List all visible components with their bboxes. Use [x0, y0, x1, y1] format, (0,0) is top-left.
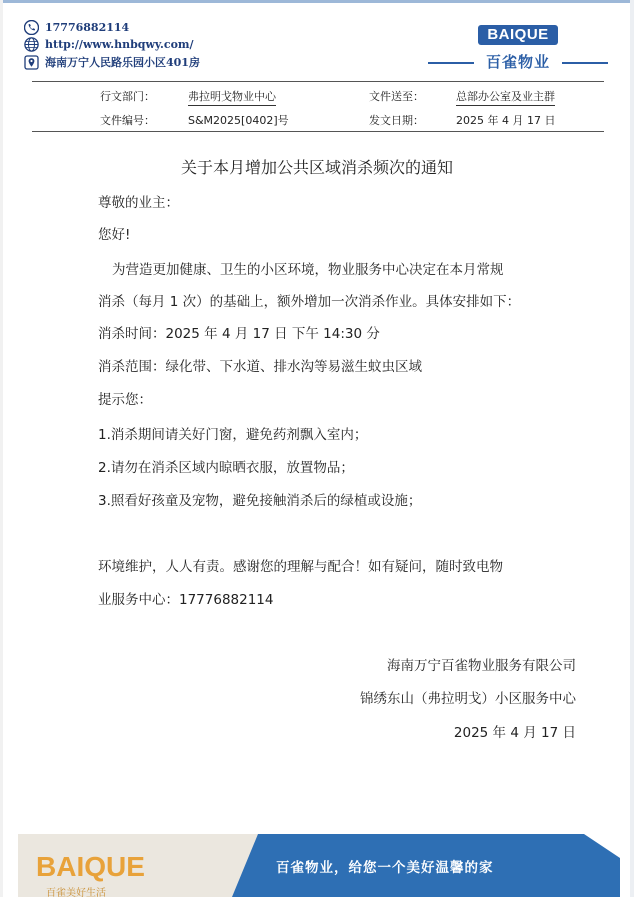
closing-line-1: 环境维护，人人有责。感谢您的理解与配合！如有疑问，随时致电物	[98, 559, 503, 575]
signature-date: 2025 年 4 月 17 日	[453, 725, 576, 741]
to-label: 文件送至：	[369, 90, 424, 103]
time-line: 消杀时间：2025 年 4 月 17 日 下午 14:30 分	[98, 326, 380, 342]
date-value: 2025 年 4 月 17 日	[456, 114, 556, 127]
salutation: 尊敬的业主：	[98, 195, 179, 211]
header-rule-bottom	[32, 131, 604, 132]
top-border	[0, 0, 634, 3]
brand-logo-cn: 百雀物业	[485, 53, 550, 71]
footer-logo-text: BAIQUE	[36, 851, 145, 882]
notice-title: 关于本月增加公共区域消杀频次的通知	[180, 158, 453, 177]
greeting: 您好!	[98, 227, 131, 243]
footer-banner	[18, 834, 620, 897]
phone-icon	[24, 20, 39, 35]
to-value: 总部办公室及业主群	[456, 88, 555, 106]
contact-website	[24, 37, 194, 52]
website-link[interactable]: http://www.hnbqwy.com/	[45, 38, 194, 51]
globe-icon	[24, 37, 39, 52]
signature-company: 海南万宁百雀物业服务有限公司	[387, 658, 576, 674]
brand-logo-en: BAIQUE	[478, 25, 558, 45]
date-label: 发文日期：	[369, 114, 424, 127]
location-icon	[24, 55, 39, 70]
body-line-1: 为营造更加健康、卫生的小区环境，物业服务中心决定在本月常规	[112, 262, 504, 278]
footer-logo	[36, 851, 145, 883]
tip-item: 1.消杀期间请关好门窗，避免药剂飘入室内；	[98, 427, 368, 443]
tips-label: 提示您：	[98, 392, 152, 408]
footer-logo-sub: 百雀美好生活	[46, 888, 106, 897]
contact-phone	[24, 20, 129, 35]
closing-line-2: 业服务中心：17776882114	[98, 592, 274, 608]
logo-line-right	[562, 62, 608, 64]
header-rule-top	[32, 81, 604, 82]
scope-line: 消杀范围：绿化带、下水道、排水沟等易滋生蚊虫区域	[98, 359, 422, 375]
tip-item: 3.照看好孩童及宠物，避免接触消杀后的绿植或设施；	[98, 493, 422, 509]
footer-slant	[232, 834, 258, 897]
dept-label: 行文部门：	[100, 90, 155, 103]
right-edge	[630, 0, 634, 897]
footer-corner	[584, 834, 620, 858]
body-line-2: 消杀（每月 1 次）的基础上，额外增加一次消杀作业。具体安排如下：	[98, 294, 521, 310]
left-edge	[0, 0, 3, 897]
logo-line-left	[428, 62, 474, 64]
footer-slogan: 百雀物业，给您一个美好温馨的家	[276, 860, 494, 876]
contact-address	[24, 54, 200, 70]
number-value: S&M2025[0402]号	[188, 114, 289, 127]
signature-center: 锦绣东山（弗拉明戈）小区服务中心	[360, 691, 576, 707]
tip-item: 2.请勿在消杀区域内晾晒衣服，放置物品；	[98, 460, 354, 476]
phone-text: 17776882114	[45, 21, 130, 34]
dept-value: 弗拉明戈物业中心	[188, 88, 276, 106]
address-text: 海南万宁人民路乐园小区401房	[45, 56, 200, 69]
number-label: 文件编号：	[100, 114, 155, 127]
